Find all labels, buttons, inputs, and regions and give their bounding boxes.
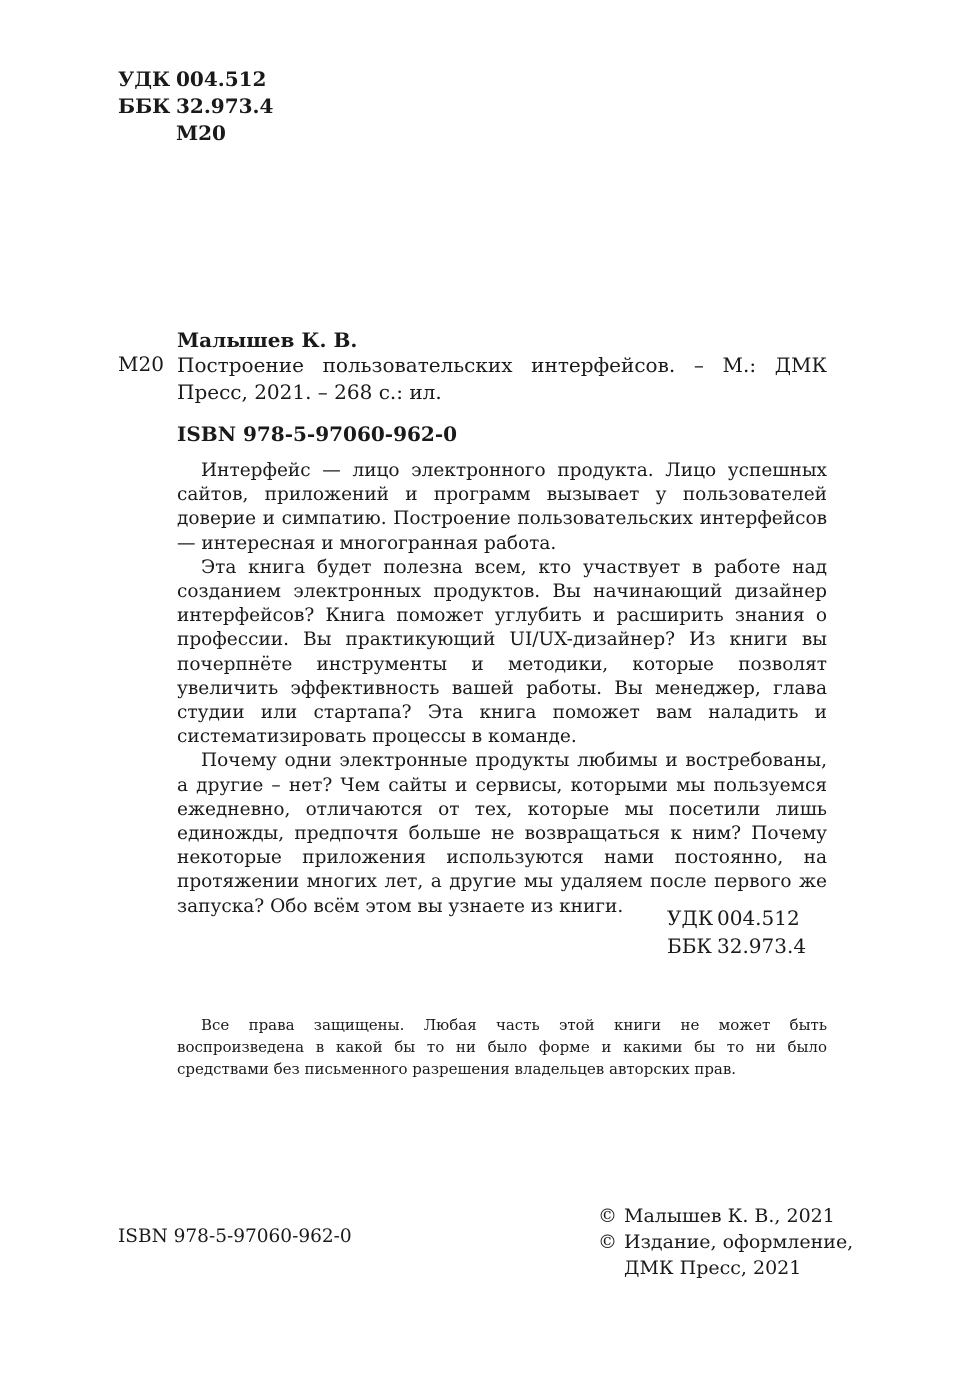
rights-notice: Все права защищены. Любая часть этой книги не может быть воспроизведена в какой бы то ни было форме и какими бы то ни было средствами без письменного разрешения владельцев авторских прав. [177,1016,827,1078]
copyright-text: Издание, оформление, [624,1231,854,1253]
bottom-udk-value: 004.512 [717,906,800,930]
bottom-udk-row [667,904,806,932]
udk-value: 004.512 [176,67,267,91]
annotation-paragraph: Почему одни электронные продукты любимы и востребованы, а другие – нет? Чем сайты и сервисы, которыми мы пользуемся ежедневно, отличаются от тех, которые мы посетили лишь единожды, предпочтя больше не возвращаться к ним? Почему некоторые приложения используются нами постоянно, на протяжении многих лет, а другие мы удаляем после первого же запуска? Обо всём этом вы узнаете из книги. [177,750,827,917]
copyright-text: Малышев К. В., 2021 [624,1205,835,1227]
bottom-bbk-row [667,932,806,960]
author-sign: М20 [176,121,226,145]
copyright-publisher: ДМК Пресс, 2021 [624,1257,802,1279]
author-sign-code: М20 [118,352,164,376]
udk-label: УДК [118,67,171,91]
bbk-value: 32.973.4 [176,94,274,118]
bbk-label: ББК [118,94,171,118]
author-name: Малышев К. В. [177,328,358,352]
bottom-bbk-value: 32.973.4 [717,934,807,958]
isbn-footer: ISBN 978-5-97060-962-0 [118,1226,352,1247]
author-sign-row [118,120,273,147]
bottom-bbk-label: ББК [667,934,712,958]
classification-codes [118,66,273,147]
annotation-paragraph: Интерфейс — лицо электронного продукта. Лицо успешных сайтов, приложений и программ вызывает у пользователей доверие и симпатию. Построение пользовательских интерфейсов — интересная и многогранная работа. [177,460,827,554]
isbn-main: ISBN 978-5-97060-962-0 [177,422,458,446]
bibliographic-description: Построение пользовательских интерфейсов. – М.: ДМК Пресс, 2021. – 268 с.: ил. [177,353,827,404]
copyright-line-edition [598,1229,853,1255]
bbk-row [118,93,273,120]
annotation-paragraph: Эта книга будет полезна всем, кто участвует в работе над созданием электронных продуктов. Вы начинающий дизайнер интерфейсов? Книга поможет углубить и расширить знания о профессии. Вы практикующий UI/UX-дизайнер? Из книги вы почерпнёте инструменты и методики, которые позволят увеличить эффективность вашей работы. Вы менеджер, глава студии или стартапа? Эта книга поможет вам наладить и систематизировать процессы в команде. [177,556,827,748]
udk-row [118,66,273,93]
annotation [177,459,827,919]
copyright-icon: © [598,1231,617,1253]
copyright-block [598,1203,853,1281]
copyright-line-author [598,1203,853,1229]
bottom-udk-label: УДК [667,906,714,930]
bottom-classification-codes [667,904,806,960]
copyright-icon: © [598,1205,617,1227]
